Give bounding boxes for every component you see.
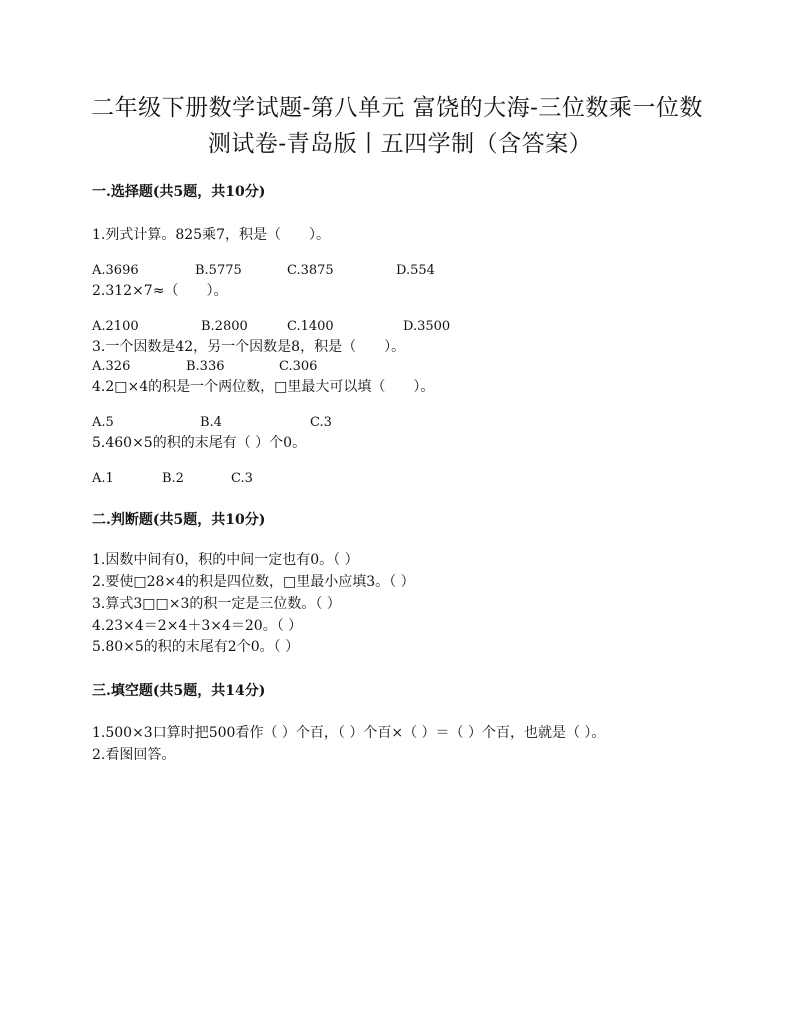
section-heading-true-false: 二.判断题(共5题，共10分): [92, 512, 266, 528]
option-c: C.306: [279, 359, 318, 374]
document-title-line-1: 二年级下册数学试题-第八单元 富饶的大海-三位数乘一位数: [91, 95, 703, 121]
option-a: A.5: [92, 415, 114, 430]
option-a: A.326: [92, 359, 131, 374]
option-d: D.554: [396, 263, 435, 278]
option-a: A.2100: [92, 319, 139, 334]
fill-blank-item-2: 2.看图回答。: [92, 747, 176, 763]
question-2: 2.312×7≈（ ）。: [92, 283, 228, 299]
option-a: A.1: [92, 471, 114, 486]
option-b: B.2800: [201, 319, 248, 334]
question-1: 1.列式计算。825乘7，积是（ ）。: [92, 227, 330, 243]
option-b: B.4: [200, 415, 222, 430]
question-3: 3.一个因数是42，另一个因数是8，积是（ ）。: [92, 339, 406, 355]
option-d: D.3500: [403, 319, 451, 334]
option-b: B.336: [186, 359, 225, 374]
true-false-item-5: 5.80×5的积的末尾有2个0。（ ）: [92, 639, 300, 655]
true-false-item-4: 4.23×4＝2×4＋3×4＝20。（ ）: [92, 618, 303, 634]
true-false-item-1: 1.因数中间有0，积的中间一定也有0。（ ）: [92, 552, 359, 568]
option-c: C.3: [231, 471, 253, 486]
true-false-item-3: 3.算式3□□×3的积一定是三位数。（ ）: [92, 596, 341, 612]
question-5: 5.460×5的积的末尾有（ ）个0。: [92, 435, 307, 451]
section-heading-fill-blank: 三.填空题(共5题，共14分): [92, 683, 266, 699]
document-title-line-2: 测试卷-青岛版丨五四学制（含答案）: [207, 131, 593, 157]
option-b: B.5775: [195, 263, 242, 278]
fill-blank-item-1: 1.500×3口算时把500看作（ ）个百，（ ）个百×（ ）＝（ ）个百，也就是（ ）。: [92, 725, 606, 741]
question-4: 4.2□×4的积是一个两位数，□里最大可以填（ ）。: [92, 379, 435, 395]
true-false-item-2: 2.要使□28×4的积是四位数，□里最小应填3。（ ）: [92, 574, 415, 590]
option-c: C.3: [310, 415, 332, 430]
option-a: A.3696: [92, 263, 139, 278]
option-c: C.3875: [287, 263, 334, 278]
option-b: B.2: [162, 471, 184, 486]
option-c: C.1400: [287, 319, 334, 334]
section-heading-choice: 一.选择题(共5题，共10分): [92, 184, 266, 200]
